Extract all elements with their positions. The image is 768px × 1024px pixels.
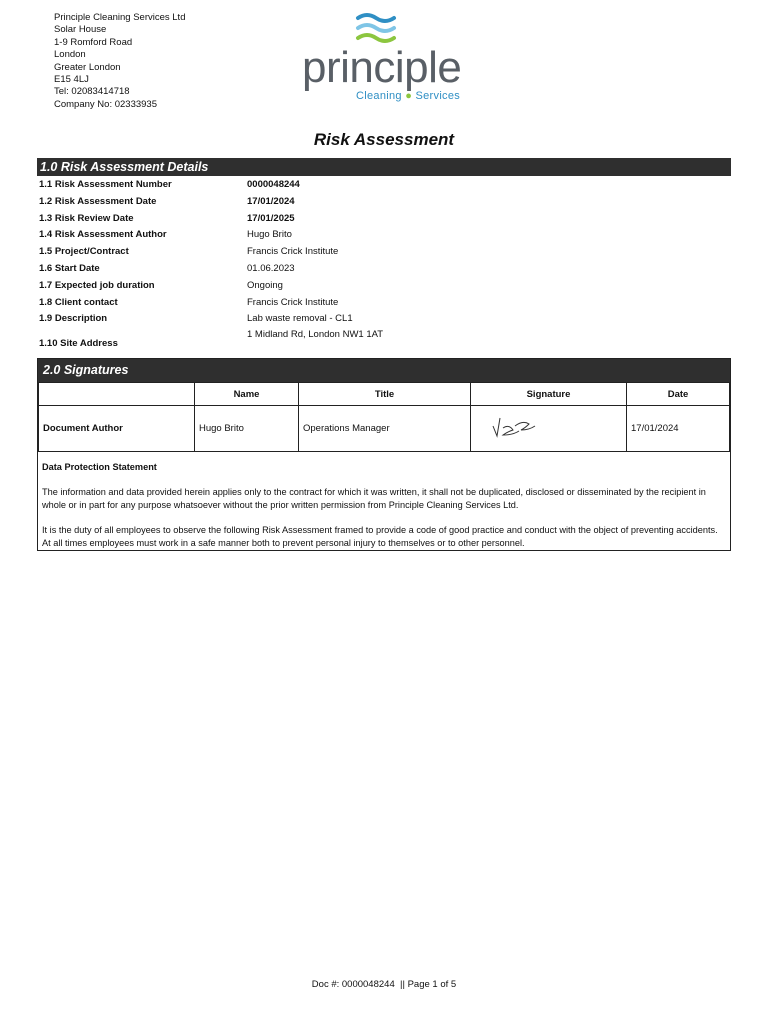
company-address-block <box>54 12 185 111</box>
detail-value: Francis Crick Institute <box>247 246 339 258</box>
detail-label: 1.7 Expected job duration <box>39 279 155 291</box>
detail-row <box>39 328 729 350</box>
detail-label: 1.2 Risk Assessment Date <box>39 195 157 207</box>
detail-row <box>39 278 729 295</box>
logo-tagline-cleaning: Cleaning <box>356 90 402 102</box>
company-telephone: Tel: 02083414718 <box>54 86 130 98</box>
detail-value: Hugo Brito <box>247 229 292 241</box>
detail-row <box>39 295 729 312</box>
detail-label: 1.9 Description <box>39 313 108 325</box>
detail-label: 1.1 Risk Assessment Number <box>39 179 172 190</box>
company-number: Company No: 02333935 <box>54 98 157 110</box>
detail-label: 1.10 Site Address <box>39 338 118 350</box>
signatures-section <box>37 358 731 551</box>
logo-tagline <box>356 90 460 102</box>
detail-row <box>39 177 729 194</box>
address-line: E15 4LJ <box>54 74 89 86</box>
handwritten-signature-icon <box>485 414 545 444</box>
detail-row <box>39 211 729 228</box>
data-protection-heading: Data Protection Statement <box>42 462 157 472</box>
address-line: London <box>54 49 86 61</box>
table-header-blank <box>39 383 195 406</box>
company-name: Principle Cleaning Services Ltd <box>54 12 186 23</box>
table-row <box>39 406 730 452</box>
detail-label: 1.5 Project/Contract <box>39 246 129 258</box>
signature-date: 17/01/2024 <box>627 406 730 452</box>
detail-label: 1.8 Client contact <box>39 296 118 308</box>
details-list <box>39 177 729 350</box>
logo-wordmark: principle <box>302 43 462 92</box>
detail-row <box>39 261 729 278</box>
detail-value: 17/01/2025 <box>247 212 295 224</box>
column-header-title: Title <box>299 383 471 406</box>
detail-value: 01.06.2023 <box>247 262 295 274</box>
signer-title: Operations Manager <box>299 406 471 452</box>
detail-value: 1 Midland Rd, London NW1 1AT <box>247 329 384 341</box>
company-logo <box>300 12 470 104</box>
detail-value: 0000048244 <box>247 179 300 190</box>
address-line: 1-9 Romford Road <box>54 36 133 48</box>
data-protection-statement <box>42 459 728 550</box>
logo-tagline-services: Services <box>415 90 461 102</box>
detail-row <box>39 244 729 261</box>
column-header-name: Name <box>195 383 299 406</box>
column-header-date: Date <box>627 383 730 406</box>
detail-row <box>39 311 729 328</box>
detail-label: 1.4 Risk Assessment Author <box>39 229 167 241</box>
column-header-signature: Signature <box>471 383 627 406</box>
signer-role: Document Author <box>39 406 195 452</box>
signature-cell <box>471 406 627 452</box>
signatures-section-heading: 2.0 Signatures <box>38 359 730 382</box>
detail-value: Ongoing <box>247 279 283 291</box>
signatures-table <box>38 382 730 452</box>
document-title: Risk Assessment <box>313 130 455 149</box>
signer-name: Hugo Brito <box>195 406 299 452</box>
address-line: Greater London <box>54 61 121 73</box>
detail-label: 1.3 Risk Review Date <box>39 212 134 224</box>
detail-row <box>39 227 729 244</box>
detail-value: Lab waste removal - CL1 <box>247 313 353 325</box>
duty-paragraph: It is the duty of all employees to observe the following Risk Assessment framed to provide a code of good practice and conduct with the object of preventing accidents. At all times employees must work in a safe manner both to prevent personal injury to themselves or to other personnel. <box>42 525 718 548</box>
data-protection-paragraph: The information and data provided herein applies only to the contract for which it was written, it shall not be duplicated, disclosed or disseminated by the recipient in whole or in part for any purpose whatsoever without the prior written permission from Principle Cleaning Services Ltd. <box>42 487 706 510</box>
table-header-row <box>39 383 730 406</box>
page-footer: Doc #: 0000048244 || Page 1 of 5 <box>311 979 457 990</box>
address-line: Solar House <box>54 24 107 36</box>
detail-row <box>39 194 729 211</box>
logo-dot-icon: ● <box>405 90 413 102</box>
detail-value: 17/01/2024 <box>247 195 295 207</box>
details-section-heading: 1.0 Risk Assessment Details <box>37 158 731 176</box>
detail-value: Francis Crick Institute <box>247 296 339 308</box>
detail-label: 1.6 Start Date <box>39 262 100 274</box>
